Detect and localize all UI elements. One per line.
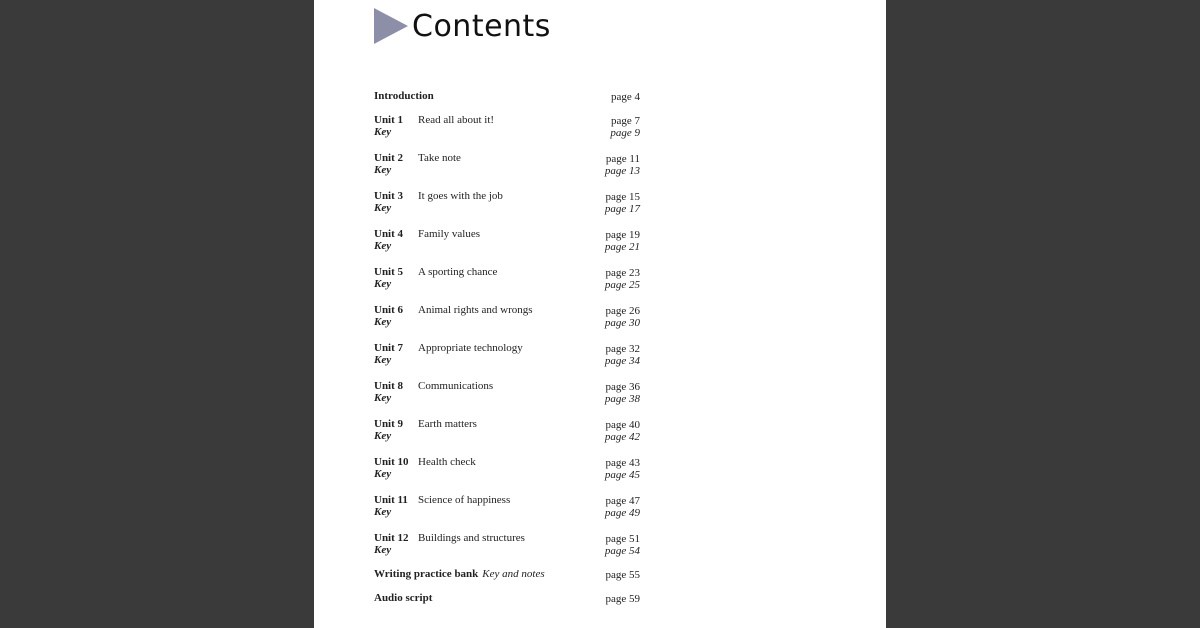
unit-page: page 36: [605, 381, 640, 393]
unit-label: Unit 10: [374, 456, 409, 468]
unit-page: page 15: [605, 191, 640, 203]
key-label: Key: [374, 392, 392, 404]
toc-entry-unit-12[interactable]: [374, 532, 644, 562]
unit-label: Unit 8: [374, 380, 404, 392]
unit-title: Appropriate technology: [418, 342, 523, 354]
key-label: Key: [374, 354, 392, 366]
toc-entry-unit-11[interactable]: [374, 494, 644, 524]
toc-entry-unit-2[interactable]: [374, 152, 644, 182]
key-label: Key: [374, 544, 392, 556]
unit-title: Health check: [418, 456, 476, 468]
unit-label: Unit 3: [374, 190, 404, 202]
unit-label: Unit 5: [374, 266, 404, 278]
unit-page: page 7: [610, 115, 640, 127]
toc-entry-unit-8[interactable]: [374, 380, 644, 410]
key-label: Key: [374, 202, 392, 214]
unit-title: Science of happiness: [418, 494, 511, 506]
key-label: Key: [374, 278, 392, 290]
toc-label: Introduction: [374, 90, 434, 102]
unit-title: Communications: [418, 380, 494, 392]
key-page: page 45: [604, 469, 640, 481]
unit-title: Buildings and structures: [418, 532, 525, 544]
key-label: Key: [374, 164, 392, 176]
page-title: Contents: [412, 8, 551, 44]
contents-heading: [374, 6, 551, 46]
key-page: page 17: [604, 203, 640, 215]
unit-page: page 23: [605, 267, 640, 279]
key-label: Key: [374, 506, 392, 518]
unit-title: Read all about it!: [418, 114, 495, 126]
toc-page: page 4: [610, 91, 640, 103]
toc-entry-unit-4[interactable]: [374, 228, 644, 258]
unit-page: page 51: [605, 533, 640, 545]
unit-page: page 43: [605, 457, 640, 469]
toc-entry-audio-script[interactable]: [374, 592, 644, 622]
key-page: page 25: [604, 279, 640, 291]
unit-label: Unit 1: [374, 114, 404, 126]
key-page: page 42: [604, 431, 640, 443]
key-label: Key: [374, 240, 392, 252]
unit-label: Unit 2: [374, 152, 404, 164]
writing-label: Writing practice bank: [374, 568, 479, 580]
key-page: page 54: [604, 545, 640, 557]
unit-label: Unit 11: [374, 494, 408, 506]
toc-entry-unit-9[interactable]: [374, 418, 644, 448]
unit-page: page 11: [605, 153, 640, 165]
key-page: page 38: [604, 393, 640, 405]
unit-page: page 40: [605, 419, 640, 431]
key-page: page 9: [610, 127, 640, 139]
toc-entry-unit-5[interactable]: [374, 266, 644, 296]
key-page: page 34: [604, 355, 640, 367]
key-page: page 13: [604, 165, 640, 177]
triangle-icon: [374, 8, 408, 44]
unit-label: Unit 4: [374, 228, 404, 240]
key-page: page 49: [604, 507, 640, 519]
toc-page: page 59: [605, 593, 640, 605]
unit-page: page 47: [605, 495, 640, 507]
unit-page: page 26: [605, 305, 640, 317]
unit-page: page 32: [605, 343, 640, 355]
unit-title: Family values: [418, 228, 481, 240]
toc-entry-unit-10[interactable]: [374, 456, 644, 486]
toc-entry-unit-6[interactable]: [374, 304, 644, 334]
unit-page: page 19: [605, 229, 640, 241]
document-page: [314, 0, 886, 628]
key-page: page 21: [604, 241, 640, 253]
unit-title: It goes with the job: [418, 190, 503, 202]
unit-label: Unit 9: [374, 418, 404, 430]
key-label: Key: [374, 316, 392, 328]
toc-page: page 55: [605, 569, 640, 581]
key-page: page 30: [604, 317, 640, 329]
key-label: Key: [374, 430, 392, 442]
toc-entry-unit-3[interactable]: [374, 190, 644, 220]
key-label: Key: [374, 126, 392, 138]
unit-label: Unit 6: [374, 304, 404, 316]
unit-title: Animal rights and wrongs: [418, 304, 533, 316]
unit-title: A sporting chance: [418, 266, 498, 278]
writing-sub-label: Key and notes: [482, 568, 545, 580]
unit-title: Take note: [418, 152, 461, 164]
toc-label: [374, 568, 545, 580]
key-label: Key: [374, 468, 392, 480]
toc-entry-unit-1[interactable]: [374, 114, 644, 144]
toc-entry-unit-7[interactable]: [374, 342, 644, 372]
unit-title: Earth matters: [418, 418, 477, 430]
unit-label: Unit 12: [374, 532, 409, 544]
toc-label: Audio script: [374, 592, 433, 604]
unit-label: Unit 7: [374, 342, 404, 354]
